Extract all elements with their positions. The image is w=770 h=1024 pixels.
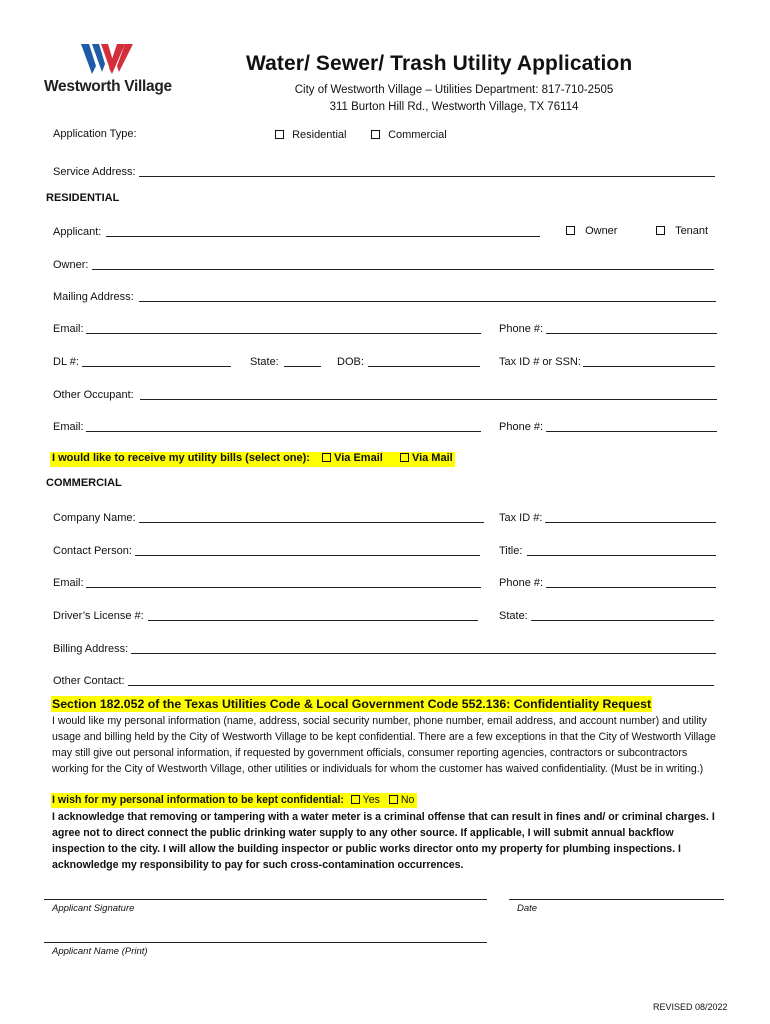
owner-field[interactable] [92, 269, 714, 270]
mailing-address-label: Mailing Address: [53, 291, 134, 303]
phone-2-field[interactable] [546, 431, 717, 432]
email-field[interactable] [86, 333, 481, 334]
confidentiality-question [51, 793, 417, 808]
confidentiality-yes-option[interactable]: Yes [351, 794, 383, 806]
other-occupant-label: Other Occupant: [53, 389, 134, 401]
phone-field[interactable] [546, 333, 717, 334]
commercial-tax-id-label: Tax ID #: [499, 512, 543, 524]
owner-label: Owner: [53, 259, 89, 271]
other-occupant-field[interactable] [140, 399, 717, 400]
phone-label: Phone #: [499, 323, 544, 335]
billing-preference-label: I would like to receive my utility bills (select one): [52, 452, 310, 464]
residential-option[interactable]: Residential [275, 129, 346, 142]
date-line[interactable] [509, 899, 724, 900]
residential-heading: RESIDENTIAL [46, 192, 120, 204]
billing-address-label: Billing Address: [53, 643, 129, 655]
applicant-signature-label: Applicant Signature [52, 903, 135, 914]
date-label: Date [517, 903, 538, 914]
logo-mark-icon [81, 44, 137, 74]
via-email-option[interactable]: Via Email [322, 452, 386, 464]
contact-person-label: Contact Person: [53, 545, 132, 557]
billing-preference [50, 452, 455, 467]
confidentiality-question-label: I wish for my personal information to be kept confidential: [52, 794, 344, 806]
commercial-checkbox[interactable] [371, 130, 380, 139]
logo [44, 44, 174, 100]
dob-field[interactable] [368, 366, 480, 367]
service-address-field[interactable] [139, 176, 715, 177]
yes-checkbox[interactable] [351, 795, 360, 804]
company-name-label: Company Name: [53, 512, 136, 524]
commercial-option[interactable]: Commercial [371, 129, 447, 142]
applicant-field[interactable] [106, 236, 540, 237]
revised-date: REVISED 08/2022 [653, 1002, 728, 1012]
via-mail-checkbox[interactable] [400, 453, 409, 462]
logo-text: Westworth Village [44, 78, 172, 95]
commercial-tax-id-field[interactable] [545, 522, 716, 523]
email-label: Email: [53, 323, 84, 335]
title-label: Title: [499, 545, 523, 557]
service-address-label: Service Address: [53, 166, 136, 178]
tenant-option[interactable]: Tenant [656, 225, 708, 238]
applicant-name-label: Applicant Name (Print) [52, 946, 148, 957]
via-mail-option[interactable]: Via Mail [400, 452, 453, 464]
no-checkbox[interactable] [389, 795, 398, 804]
residential-checkbox[interactable] [275, 130, 284, 139]
owner-option[interactable]: Owner [566, 225, 617, 238]
email-2-field[interactable] [86, 431, 481, 432]
commercial-heading: COMMERCIAL [46, 477, 122, 489]
commercial-state-field[interactable] [531, 620, 714, 621]
state-label: State: [250, 356, 279, 368]
commercial-state-label: State: [499, 610, 528, 622]
mailing-address-field[interactable] [139, 301, 716, 302]
confidentiality-body: I would like my personal information (name, address, social security number, phone number, email address, and account number) and utility usage and billing held by the City of Westworth Village to be kept confidential. There are a few exceptions in that the City of Westworth Village may still give out personal information, if requested by government officials, consumer reporting agencies, contractors or subcontractors working for the City of Westworth Village, other utilities or individuals for whom the customer has waived confidentiality. (Must be in writing.) [52, 715, 716, 775]
commercial-phone-field[interactable] [546, 587, 716, 588]
via-email-checkbox[interactable] [322, 453, 331, 462]
tax-id-label: Tax ID # or SSN: [499, 356, 581, 368]
company-name-field[interactable] [139, 522, 484, 523]
dl-field[interactable] [82, 366, 231, 367]
commercial-email-label: Email: [53, 577, 84, 589]
drivers-license-field[interactable] [148, 620, 478, 621]
page-title: Water/ Sewer/ Trash Utility Application [246, 52, 633, 75]
billing-address-field[interactable] [131, 653, 716, 654]
tax-id-field[interactable] [583, 366, 715, 367]
dob-label: DOB: [337, 356, 364, 368]
applicant-label: Applicant: [53, 226, 102, 238]
state-field[interactable] [284, 366, 321, 367]
application-type-label: Application Type: [53, 128, 137, 140]
header-address: 311 Burton Hill Rd., Westworth Village, TX 76114 [329, 101, 579, 113]
other-contact-field[interactable] [128, 685, 714, 686]
commercial-email-field[interactable] [86, 587, 481, 588]
email-2-label: Email: [53, 421, 84, 433]
tenant-checkbox[interactable] [656, 226, 665, 235]
drivers-license-label: Driver’s License #: [53, 610, 144, 622]
owner-checkbox[interactable] [566, 226, 575, 235]
other-contact-label: Other Contact: [53, 675, 125, 687]
confidentiality-no-option[interactable]: No [389, 794, 415, 806]
commercial-phone-label: Phone #: [499, 577, 544, 589]
acknowledgement-text: I acknowledge that removing or tampering with a water meter is a criminal offense that can result in fines and/ or criminal charges. I agree not to direct connect the public drinking water supply to any other source. If applicable, I will submit annual backflow inspection to the city. I will allow the building inspector or public works director onto my property for plumbing inspections. I acknowledge my responsibility to pay for such cross-contamination occurrences. [52, 811, 715, 871]
phone-2-label: Phone #: [499, 421, 544, 433]
dl-label: DL #: [53, 356, 79, 368]
applicant-signature-line[interactable] [44, 899, 487, 900]
confidentiality-heading: Section 182.052 of the Texas Utilities Code & Local Government Code 552.136: Confidentiality Request [52, 697, 652, 711]
header-contact: City of Westworth Village – Utilities Department: 817-710-2505 [294, 84, 614, 96]
applicant-name-line[interactable] [44, 942, 487, 943]
contact-person-field[interactable] [135, 555, 480, 556]
title-field[interactable] [527, 555, 716, 556]
